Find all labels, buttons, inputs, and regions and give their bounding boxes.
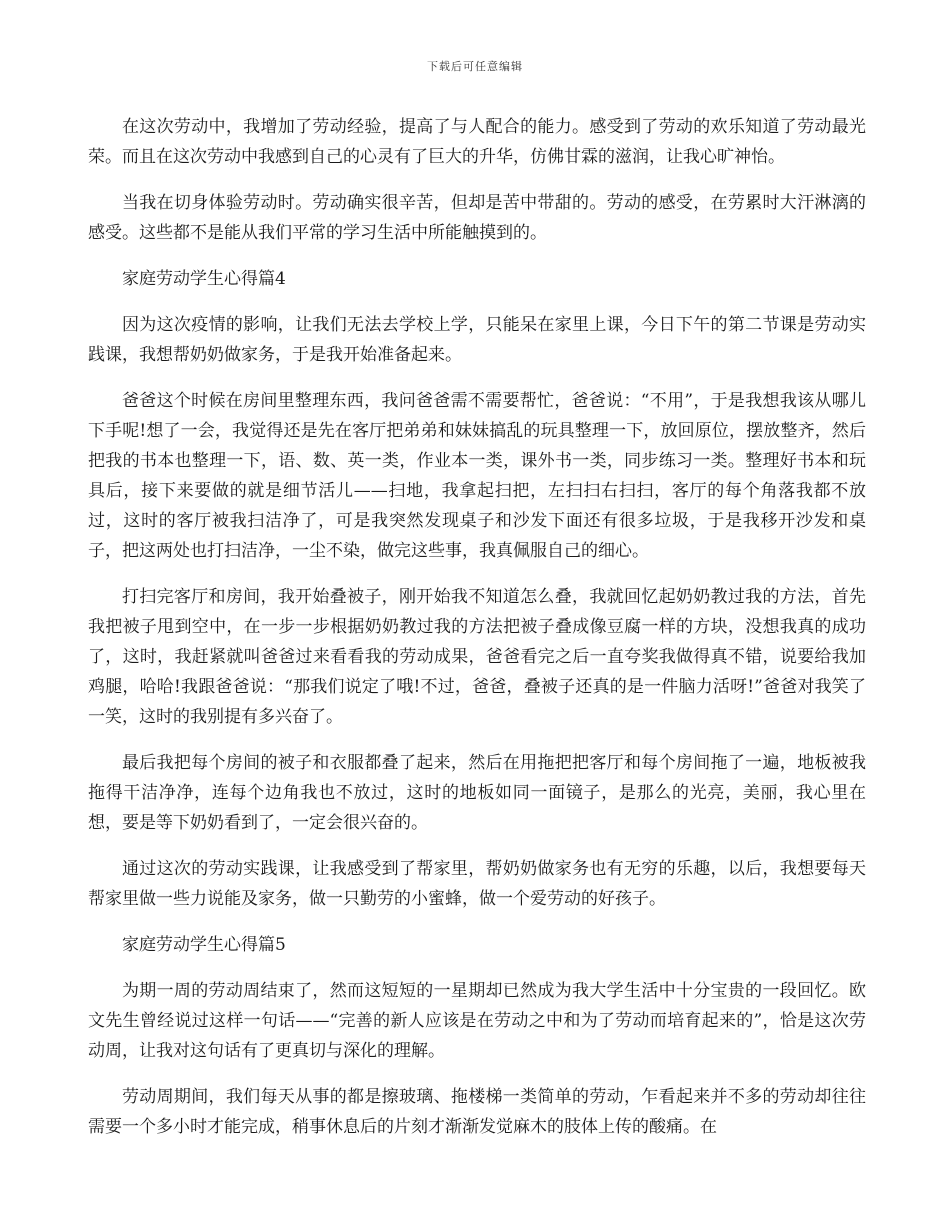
paragraph: 劳动周期间，我们每天从事的都是擦玻璃、拖楼梯一类简单的劳动，乍看起来并不多的劳动却往往需要一个多小时才能完成，稍事休息后的片刻才渐渐发觉麻木的肢体上传的酸痛。在 (88, 1087, 866, 1137)
paragraph: 因为这次疫情的影响，让我们无法去学校上学，只能呆在家里上课，今日下午的第二节课是劳动实践课，我想帮奶奶做家务，于是我开始准备起来。 (88, 315, 866, 365)
section-heading: 家庭劳动学生心得篇5 (122, 935, 286, 955)
paragraph: 打扫完客厅和房间，我开始叠被子，刚开始我不知道怎么叠，我就回忆起奶奶教过我的方法，首先我把被子甩到空中，在一步一步根据奶奶教过我的方法把被子叠成像豆腐一样的方块，没想我真的成功了，这时，我赶紧就叫爸爸过来看看我的劳动成果，爸爸看完之后一直夸奖我做得真不错，说要给我加鸡腿，哈哈!我跟爸爸说：“那我们说定了哦!不过，爸爸，叠被子还真的是一件脑力活呀!”爸爸对我笑了一笑，这时的我别提有多兴奋了。 (88, 587, 866, 727)
paragraph: 通过这次的劳动实践课，让我感受到了帮家里，帮奶奶做家务也有无穷的乐趣，以后，我想要每天帮家里做一些力说能及家务，做一只勤劳的小蜜蜂，做一个爱劳动的好孩子。 (88, 859, 866, 909)
paragraph: 当我在切身体验劳动时。劳动确实很辛苦，但却是苦中带甜的。劳动的感受，在劳累时大汗淋漓的感受。这些都不是能从我们平常的学习生活中所能触摸到的。 (88, 193, 866, 243)
paragraph: 最后我把每个房间的被子和衣服都叠了起来，然后在用拖把把客厅和每个房间拖了一遍，地板被我拖得干洁净净，连每个边角我也不放过，这时的地板如同一面镜子，是那么的光亮，美丽，我心里在想，要是等下奶奶看到了，一定会很兴奋的。 (88, 753, 866, 833)
paragraph: 爸爸这个时候在房间里整理东西，我问爸爸需不需要帮忙，爸爸说：“不用”，于是我想我该从哪儿下手呢!想了一会，我觉得还是先在客厅把弟弟和妹妹搞乱的玩具整理一下，放回原位，摆放整齐，然后把我的书本也整理一下，语、数、英一类，作业本一类，课外书一类，同步练习一类。整理好书本和玩具后，接下来要做的就是细节活儿——扫地，我拿起扫把，左扫扫右扫扫，客厅的每个角落我都不放过，这时的客厅被我扫洁净了，可是我突然发现桌子和沙发下面还有很多垃圾，于是我移开沙发和桌子，把这两处也打扫洁净，一尘不染，做完这些事，我真佩服自己的细心。 (88, 391, 866, 561)
page-header: 下载后可任意编辑 (427, 60, 523, 73)
document-body (88, 112, 866, 1142)
section-heading: 家庭劳动学生心得篇4 (122, 269, 286, 289)
paragraph: 为期一周的劳动周结束了，然而这短短的一星期却已然成为我大学生活中十分宝贵的一段回忆。欧文先生曾经说过这样一句话——“完善的新人应该是在劳动之中和为了劳动而培育起来的”，恰是这次劳动周，让我对这句话有了更真切与深化的理解。 (88, 981, 866, 1061)
paragraph: 在这次劳动中，我增加了劳动经验，提高了与人配合的能力。感受到了劳动的欢乐知道了劳动最光荣。而且在这次劳动中我感到自己的心灵有了巨大的升华，仿佛甘霖的滋润，让我心旷神怡。 (88, 117, 866, 167)
